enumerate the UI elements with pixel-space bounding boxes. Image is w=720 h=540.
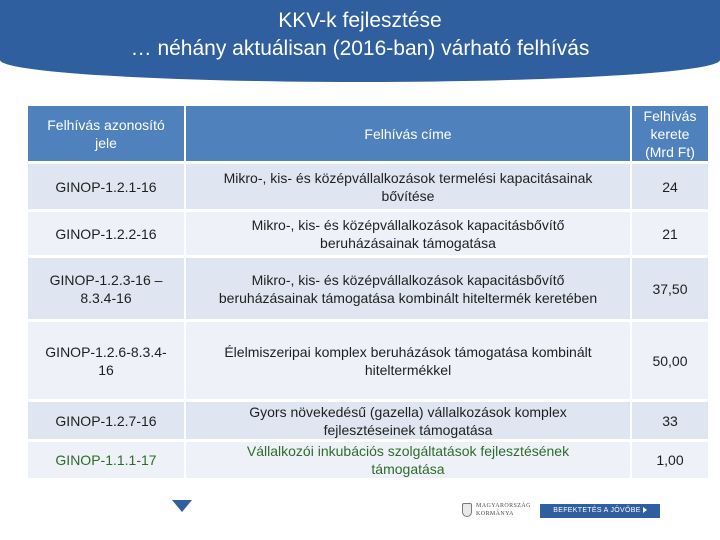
header-call-id: Felhívás azonosító jele	[28, 106, 184, 164]
gov-logo-line1: MAGYARORSZÁG	[476, 503, 531, 509]
government-logo	[462, 502, 538, 520]
call-amount-cell: 50,00	[630, 322, 708, 402]
call-amount-cell: 1,00	[630, 442, 708, 481]
slide-marker-triangle	[172, 500, 192, 512]
slide-subtitle: … néhány aktuálisan (2016-ban) várható felhívás	[130, 37, 590, 60]
call-id-cell: GINOP-1.1.1-17	[28, 442, 184, 481]
call-id-cell: GINOP-1.2.1-16	[28, 164, 184, 212]
call-id-cell: GINOP-1.2.2-16	[28, 212, 184, 258]
call-title-cell: Élelmiszeripai komplex beruházások támogatása kombinált hiteltermékkel	[184, 322, 630, 402]
table-row	[28, 442, 708, 481]
call-amount-cell: 21	[630, 212, 708, 258]
call-title-cell: Mikro-, kis- és középvállalkozások termelési kapacitásainak bővítése	[184, 164, 630, 212]
table-row	[28, 212, 708, 258]
table-row	[28, 258, 708, 322]
call-id-cell: GINOP-1.2.3-16 – 8.3.4-16	[28, 258, 184, 322]
table-row	[28, 402, 708, 442]
call-title-cell: Mikro-, kis- és középvállalkozások kapacitásbővítő beruházásainak támogatása	[184, 212, 630, 258]
gov-logo-line2: KORMÁNYA	[476, 511, 514, 517]
table-row	[28, 164, 708, 212]
call-title-cell: Gyors növekedésű (gazella) vállalkozások komplex fejlesztéseinek támogatása	[184, 402, 630, 442]
coat-of-arms-icon	[462, 503, 472, 517]
investment-badge	[540, 504, 660, 518]
slide-title: KKV-k fejlesztése	[278, 9, 442, 32]
call-title-cell: Vállalkozói inkubációs szolgáltatások fejlesztésének támogatása	[184, 442, 630, 481]
call-title-cell: Mikro-, kis- és középvállalkozások kapacitásbővítő beruházásainak támogatása kombinált hiteltermék keretében	[184, 258, 630, 322]
table-row	[28, 322, 708, 402]
call-amount-cell: 33	[630, 402, 708, 442]
header-call-title: Felhívás címe	[184, 106, 630, 164]
badge-label: BEFEKTETÉS A JÖVŐBE	[553, 507, 641, 514]
header-call-amount: Felhívás kerete (Mrd Ft)	[630, 106, 708, 164]
call-id-cell: GINOP-1.2.6-8.3.4- 16	[28, 322, 184, 402]
table-header-row	[28, 106, 708, 164]
call-amount-cell: 37,50	[630, 258, 708, 322]
calls-table	[28, 106, 708, 481]
call-amount-cell: 24	[630, 164, 708, 212]
arrow-right-icon	[643, 507, 647, 513]
title-banner	[0, 0, 720, 82]
call-id-cell: GINOP-1.2.7-16	[28, 402, 184, 442]
